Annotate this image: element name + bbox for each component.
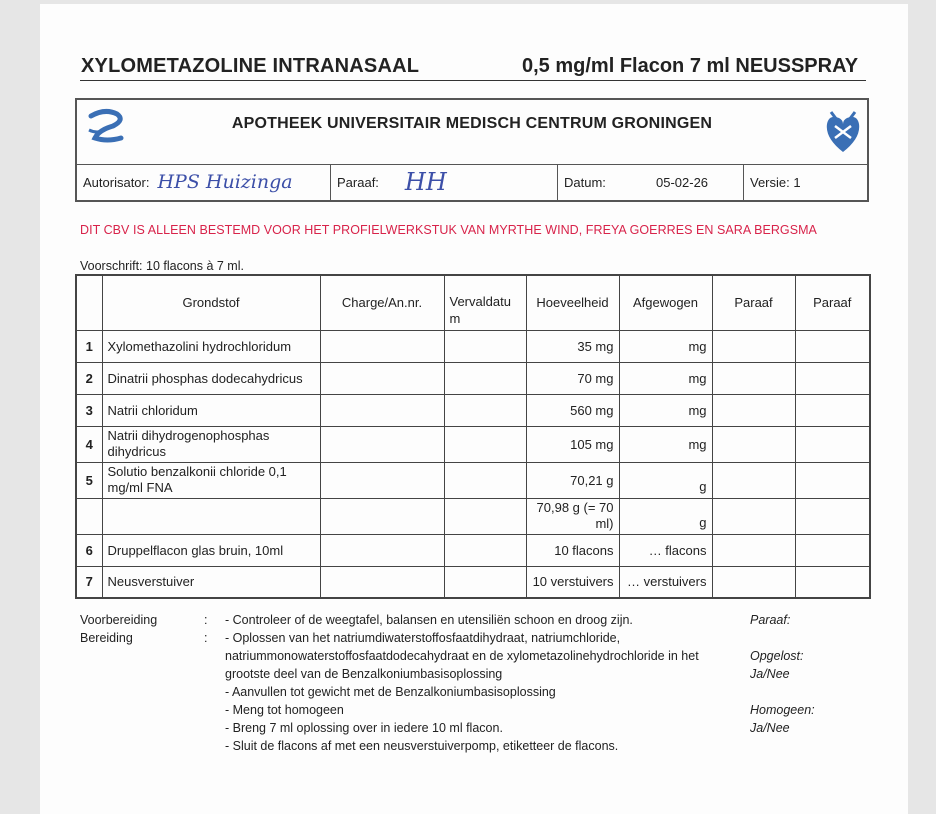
row-number: 6 [76, 534, 102, 566]
row-hoeveelheid: 70 mg [526, 362, 619, 394]
row-hoeveelheid: 10 verstuivers [526, 566, 619, 598]
voorbereiding-label: Voorbereiding [80, 613, 158, 627]
versie-label: Versie: 1 [750, 174, 801, 190]
column-header-hoeveelheid: Hoeveelheid [526, 275, 619, 330]
row-paraaf-1-field[interactable] [712, 566, 795, 598]
side-opgelost-choice[interactable]: Ja/Nee [750, 667, 790, 681]
row-vervaldatum-field[interactable] [444, 362, 526, 394]
umcg-heart-icon [821, 108, 865, 156]
row-number: 7 [76, 566, 102, 598]
autorisator-label: Autorisator: [83, 174, 150, 190]
header-top [77, 100, 867, 165]
row-charge-field[interactable] [320, 362, 444, 394]
bereiding-step: - Meng tot homogeen [225, 703, 344, 717]
table-row [76, 362, 870, 394]
row-number: 5 [76, 462, 102, 498]
table-row [76, 498, 870, 534]
row-hoeveelheid: 560 mg [526, 394, 619, 426]
autorisator-signature: HPS Huizinga [157, 171, 293, 193]
row-hoeveelheid: 70,98 g (= 70 ml) [526, 498, 619, 534]
side-homogeen-choice[interactable]: Ja/Nee [750, 721, 790, 735]
row-grondstof [102, 498, 320, 534]
table-header-row [76, 275, 870, 330]
row-paraaf-1-field[interactable] [712, 394, 795, 426]
product-strength: 0,5 mg/ml Flacon 7 ml NEUSSPRAY [522, 55, 859, 77]
header-divider [557, 164, 558, 200]
row-number: 4 [76, 426, 102, 462]
row-charge-field[interactable] [320, 394, 444, 426]
bereiding-step: - Sluit de flacons af met een neusverstuiverpomp, etiketteer de flacons. [225, 739, 619, 753]
row-paraaf-2-field[interactable] [795, 426, 870, 462]
table-row [76, 534, 870, 566]
row-vervaldatum-field[interactable] [444, 566, 526, 598]
row-vervaldatum-field[interactable] [444, 426, 526, 462]
datum-value: 05-02-26 [656, 174, 709, 190]
row-afgewogen-field[interactable]: mg [619, 330, 712, 362]
bereiding-step: - Aanvullen tot gewicht met de Benzalkoniumbasisoplossing [225, 685, 556, 699]
paraaf-label: Paraaf: [337, 174, 379, 190]
row-paraaf-1-field[interactable] [712, 330, 795, 362]
table-row [76, 330, 870, 362]
document-page [40, 4, 908, 814]
row-grondstof: Druppelflacon glas bruin, 10ml [102, 534, 320, 566]
row-paraaf-2-field[interactable] [795, 330, 870, 362]
row-afgewogen-field[interactable]: mg [619, 394, 712, 426]
row-charge-field[interactable] [320, 534, 444, 566]
side-opgelost-label: Opgelost: [750, 649, 804, 663]
column-header-vervaldatum: Vervaldatum [444, 275, 526, 330]
header-divider [743, 164, 744, 200]
row-paraaf-2-field[interactable] [795, 394, 870, 426]
column-header-charge: Charge/An.nr. [320, 275, 444, 330]
row-charge-field[interactable] [320, 566, 444, 598]
row-hoeveelheid: 105 mg [526, 426, 619, 462]
row-paraaf-2-field[interactable] [795, 566, 870, 598]
voorbereiding-text: - Controleer of de weegtafel, balansen en utensiliën schoon en droog zijn. [225, 613, 633, 627]
row-charge-field[interactable] [320, 498, 444, 534]
row-afgewogen-field[interactable]: … flacons [619, 534, 712, 566]
bereiding-step: - Oplossen van het natriumdiwaterstoffosfaatdihydraat, natriumchloride, [225, 631, 621, 645]
row-paraaf-1-field[interactable] [712, 462, 795, 498]
column-header-afgewogen: Afgewogen [619, 275, 712, 330]
row-vervaldatum-field[interactable] [444, 534, 526, 566]
column-header-paraaf-2: Paraaf [795, 275, 870, 330]
side-homogeen-label: Homogeen: [750, 703, 815, 717]
row-afgewogen-field[interactable]: g [619, 498, 712, 534]
row-paraaf-1-field[interactable] [712, 362, 795, 394]
bereiding-step: - Breng 7 ml oplossing over in iedere 10 ml flacon. [225, 721, 503, 735]
paraaf-cell [337, 164, 557, 200]
bereiding-step: natriummonowaterstoffosfaatdodecahydraat en de xylometazolinehydrochloride in het [225, 649, 699, 663]
row-grondstof: Solutio benzalkonii chloride 0,1 mg/ml FNA [102, 462, 320, 498]
ingredients-table [75, 274, 871, 599]
title-underline [80, 80, 866, 81]
row-grondstof: Dinatrii phosphas dodecahydricus [102, 362, 320, 394]
row-hoeveelheid: 35 mg [526, 330, 619, 362]
row-charge-field[interactable] [320, 330, 444, 362]
row-vervaldatum-field[interactable] [444, 330, 526, 362]
row-grondstof: Natrii chloridum [102, 394, 320, 426]
column-header-grondstof: Grondstof [102, 275, 320, 330]
row-afgewogen-field[interactable]: g [619, 462, 712, 498]
paraaf-signature: HH [404, 168, 447, 196]
row-vervaldatum-field[interactable] [444, 394, 526, 426]
row-grondstof: Xylomethazolini hydrochloridum [102, 330, 320, 362]
row-number: 1 [76, 330, 102, 362]
row-hoeveelheid: 10 flacons [526, 534, 619, 566]
datum-label: Datum: [564, 174, 606, 190]
autorisator-cell [83, 164, 329, 200]
row-afgewogen-field[interactable]: … verstuivers [619, 566, 712, 598]
institution-name: APOTHEEK UNIVERSITAIR MEDISCH CENTRUM GRONINGEN [231, 115, 713, 132]
table-row [76, 566, 870, 598]
row-vervaldatum-field[interactable] [444, 498, 526, 534]
row-paraaf-2-field[interactable] [795, 498, 870, 534]
table-row [76, 462, 870, 498]
prescription: Voorschrift: 10 flacons à 7 ml. [80, 259, 244, 273]
row-afgewogen-field[interactable]: mg [619, 362, 712, 394]
row-charge-field[interactable] [320, 426, 444, 462]
voorbereiding-colon: : [204, 613, 208, 627]
row-grondstof: Neusverstuiver [102, 566, 320, 598]
bereiding-colon: : [204, 631, 208, 645]
row-paraaf-1-field[interactable] [712, 426, 795, 462]
row-afgewogen-field[interactable]: mg [619, 426, 712, 462]
column-header-paraaf-1: Paraaf [712, 275, 795, 330]
restriction-notice: DIT CBV IS ALLEEN BESTEMD VOOR HET PROFIELWERKSTUK VAN MYRTHE WIND, FREYA GOERRES EN SARA BERGSMA [80, 223, 817, 237]
header-divider [330, 164, 331, 200]
table-row [76, 426, 870, 462]
header-box [75, 98, 869, 202]
row-vervaldatum-field[interactable] [444, 462, 526, 498]
row-charge-field[interactable] [320, 462, 444, 498]
row-paraaf-2-field[interactable] [795, 534, 870, 566]
row-number: 3 [76, 394, 102, 426]
row-grondstof: Natrii dihydrogenophosphas dihydricus [102, 426, 320, 462]
row-paraaf-1-field[interactable] [712, 498, 795, 534]
bereiding-step: grootste deel van de Benzalkoniumbasisoplossing [225, 667, 503, 681]
row-paraaf-1-field[interactable] [712, 534, 795, 566]
row-paraaf-2-field[interactable] [795, 362, 870, 394]
column-header-nr [76, 275, 102, 330]
row-number [76, 498, 102, 534]
table-row [76, 394, 870, 426]
bereiding-label: Bereiding [80, 631, 133, 645]
product-name: XYLOMETAZOLINE INTRANASAAL [81, 55, 420, 77]
row-paraaf-2-field[interactable] [795, 462, 870, 498]
row-hoeveelheid: 70,21 g [526, 462, 619, 498]
side-paraaf-label: Paraaf: [750, 613, 791, 627]
row-number: 2 [76, 362, 102, 394]
